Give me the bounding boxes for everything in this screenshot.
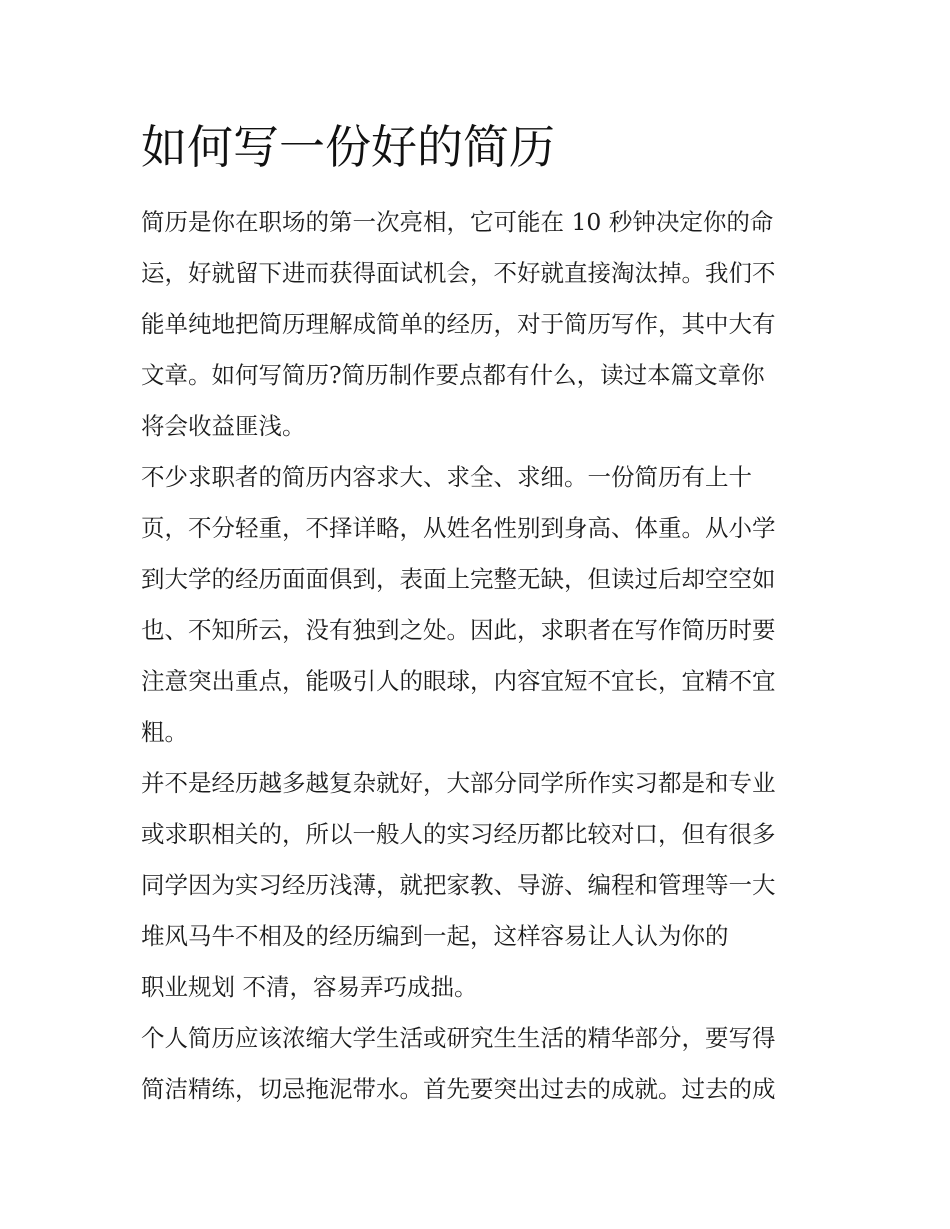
document-title: 如何写一份好的简历 [141, 120, 555, 174]
document-body [141, 200, 821, 1118]
body-line: 简洁精练，切忌拖泥带水。首先要突出过去的成就。过去的成 [141, 1075, 776, 1103]
body-line: 注意突出重点，能吸引人的眼球，内容宜短不宜长，宜精不宜 [141, 667, 776, 695]
body-line: 粗。 [141, 718, 188, 746]
body-line: 页，不分轻重，不择详略，从姓名性别到身高、体重。从小学 [141, 514, 776, 542]
body-line: 或求职相关的，所以一般人的实习经历都比较对口，但有很多 [141, 820, 776, 848]
body-line: 不少求职者的简历内容求大、求全、求细。一份简历有上十 [141, 463, 752, 491]
body-line: 也、不知所云，没有独到之处。因此，求职者在写作简历时要 [141, 616, 776, 644]
body-line: 堆风马牛不相及的经历编到一起，这样容易让人认为你的 [141, 922, 729, 950]
body-line: 并不是经历越多越复杂就好，大部分同学所作实习都是和专业 [141, 769, 776, 797]
body-line: 能单纯地把简历理解成简单的经历，对于简历写作，其中大有 [141, 310, 776, 338]
body-line: 个人简历应该浓缩大学生活或研究生生活的精华部分，要写得 [141, 1024, 776, 1052]
body-line: 简历是你在职场的第一次亮相，它可能在 10 秒钟决定你的命 [141, 208, 774, 236]
body-line: 职业规划 不清，容易弄巧成拙。 [141, 973, 478, 1001]
body-line: 运，好就留下进而获得面试机会，不好就直接淘汰掉。我们不 [141, 259, 776, 287]
body-line: 到大学的经历面面俱到，表面上完整无缺，但读过后却空空如 [141, 565, 776, 593]
body-line: 文章。如何写简历?简历制作要点都有什么，读过本篇文章你 [141, 361, 765, 389]
body-line: 将会收益匪浅。 [141, 412, 306, 440]
body-line: 同学因为实习经历浅薄，就把家教、导游、编程和管理等一大 [141, 871, 776, 899]
